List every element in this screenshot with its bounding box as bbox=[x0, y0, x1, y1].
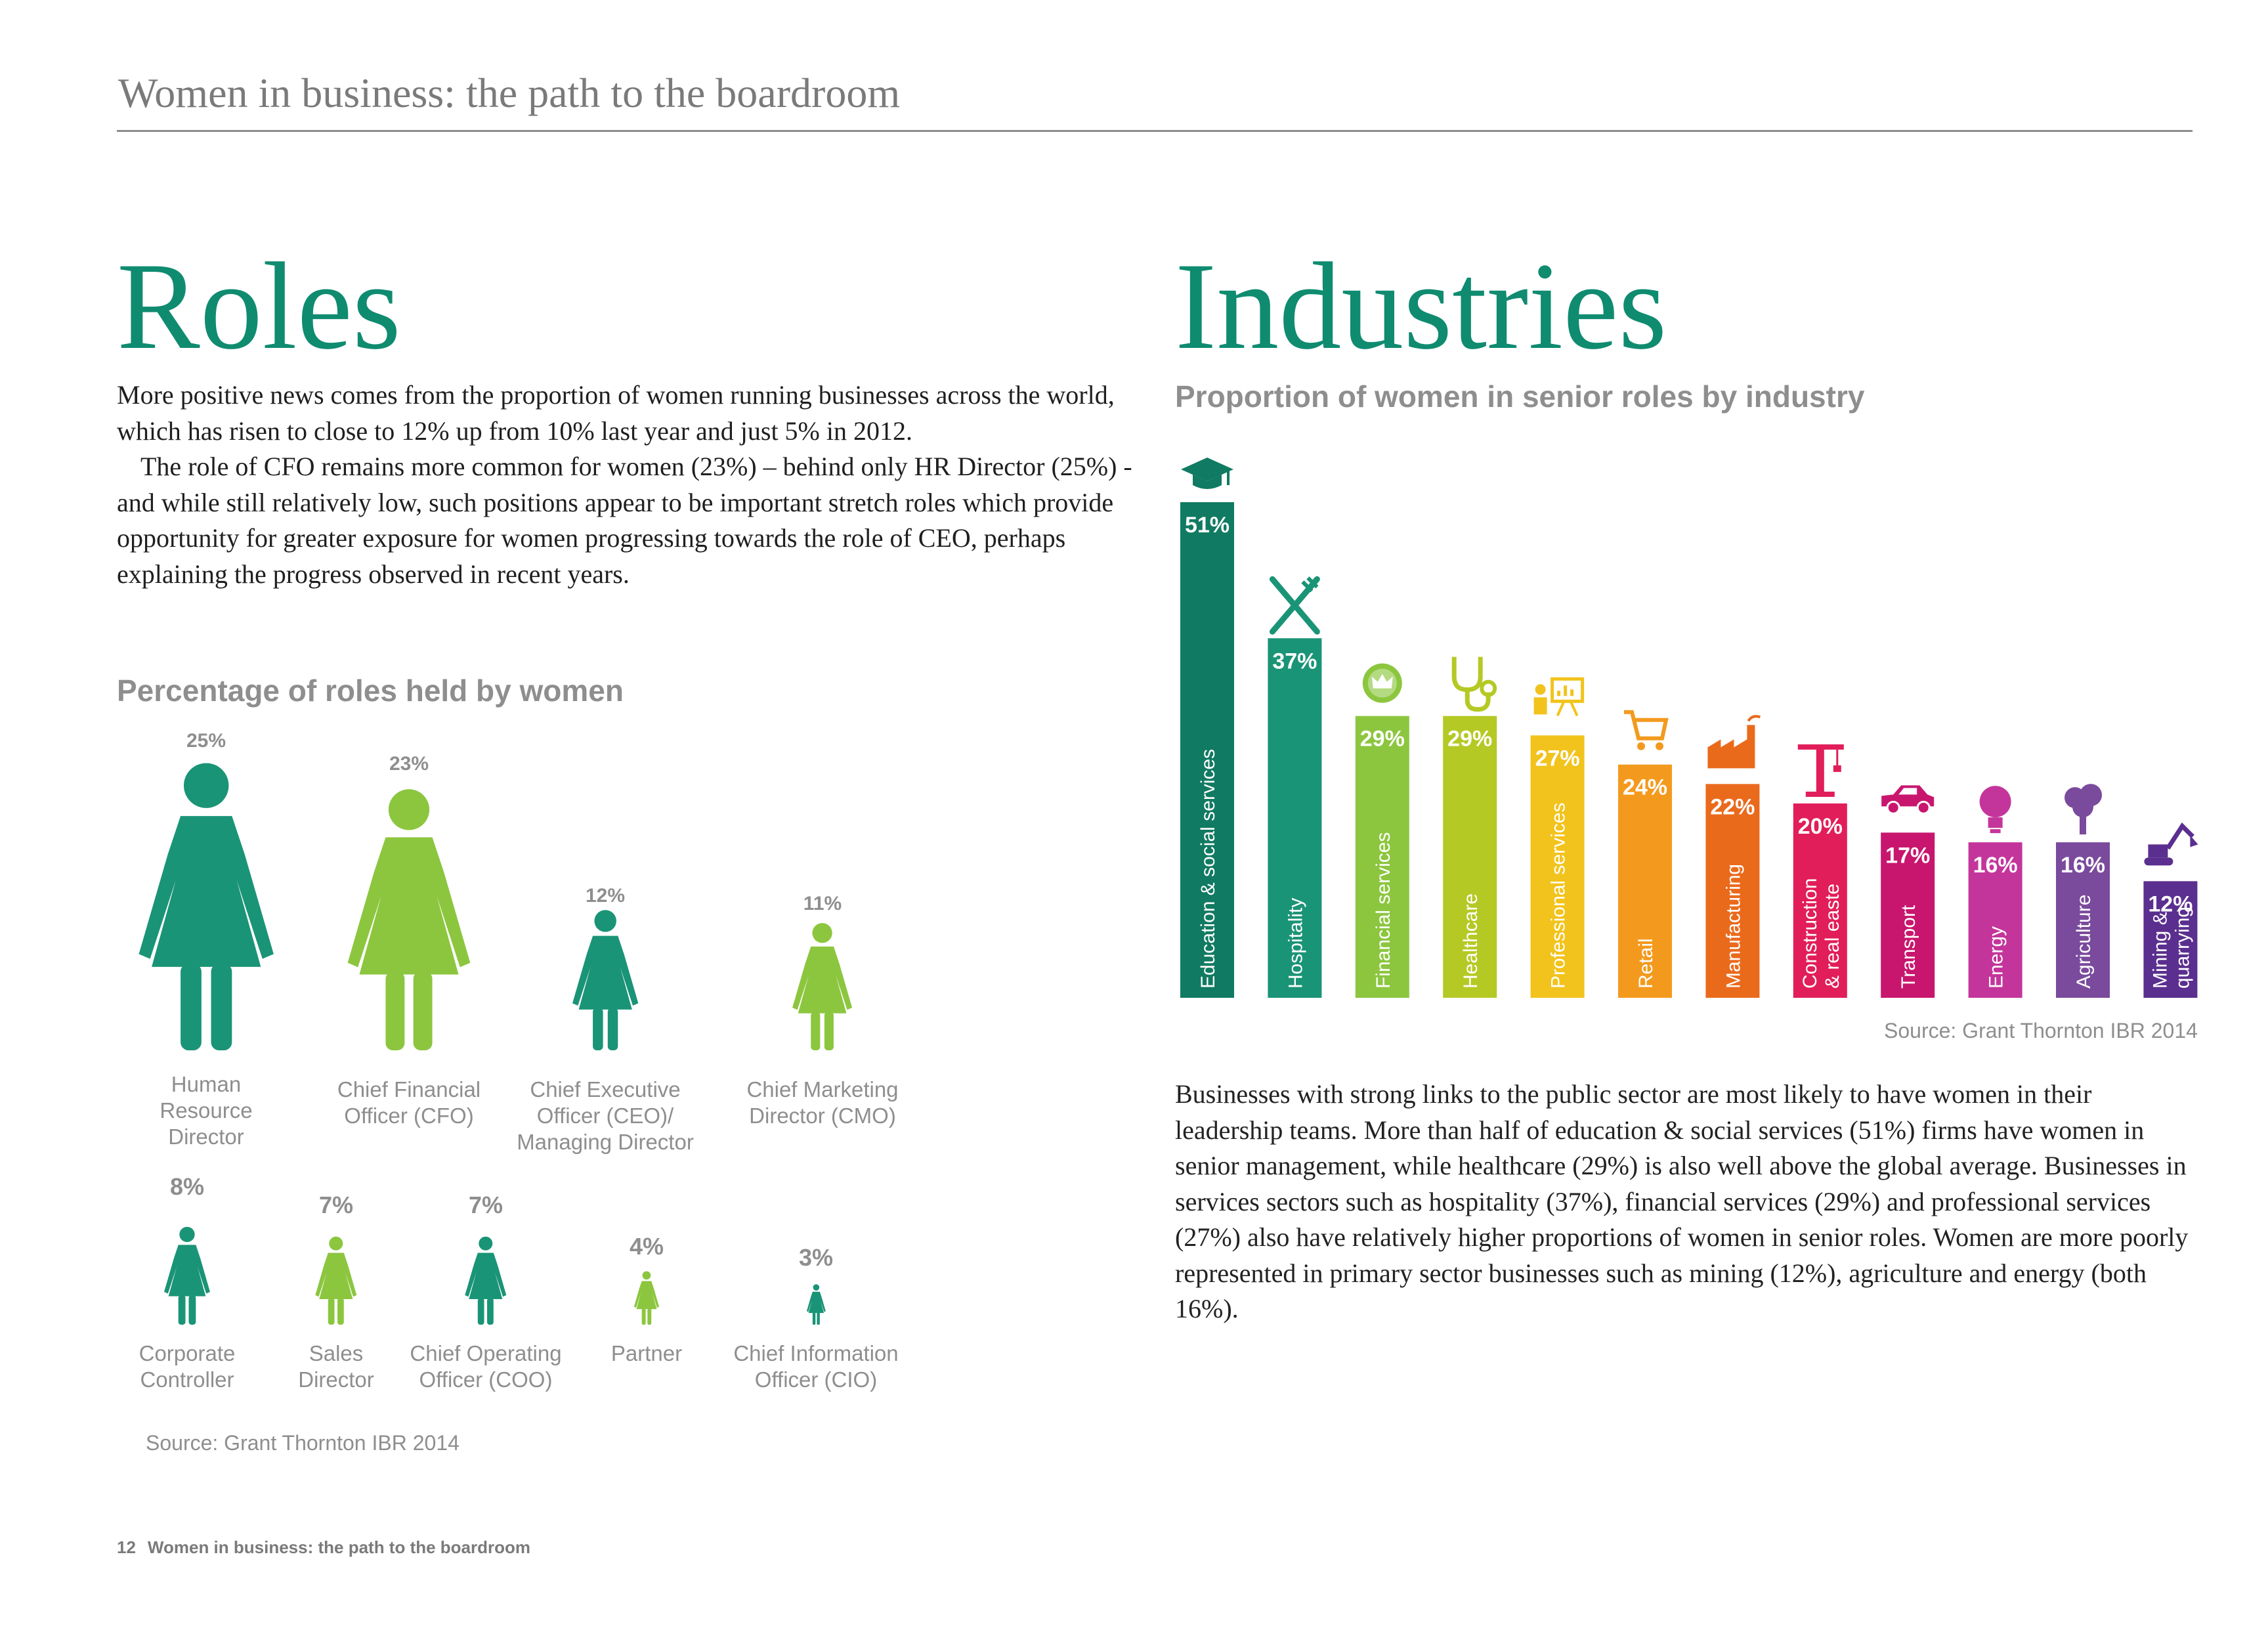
industry-category-label bbox=[1635, 938, 1657, 989]
role-label-line: Chief Operating bbox=[410, 1341, 562, 1365]
role-percentage: 25% bbox=[186, 730, 226, 752]
role-label bbox=[548, 1340, 745, 1367]
role-label-line: Corporate bbox=[139, 1341, 236, 1365]
industry-category-label bbox=[1285, 898, 1306, 989]
industry-category-text: Hospitality bbox=[1285, 897, 1307, 989]
role-label-line: Director bbox=[168, 1125, 244, 1149]
role-label-line: Officer (CEO)/ bbox=[536, 1103, 674, 1128]
role-label-line: Resource bbox=[160, 1098, 253, 1123]
industries-heading: Industries bbox=[1175, 238, 1667, 375]
role-label-line: Human bbox=[171, 1072, 242, 1096]
industries-chart bbox=[1168, 420, 2206, 1011]
industry-value-label: 17% bbox=[1885, 843, 1931, 868]
role-label bbox=[507, 1077, 704, 1155]
industries-source: Source: Grant Thornton IBR 2014 bbox=[1884, 1019, 2198, 1042]
presentation-icon bbox=[1534, 679, 1583, 716]
role-label bbox=[108, 1071, 305, 1150]
woman-figure-icon bbox=[786, 922, 858, 1050]
industry-category-text: Mining & bbox=[2149, 912, 2172, 989]
role-label-line: Managing Director bbox=[517, 1130, 694, 1154]
footer bbox=[117, 1537, 530, 1558]
factory-icon bbox=[1707, 716, 1760, 768]
header-title: Women in business: the path to the boardroom bbox=[118, 70, 901, 116]
role-label-line: Chief Financial bbox=[337, 1077, 481, 1102]
industries-paragraph: Businesses with strong links to the public sector are most likely to have women in their leadership teams. More than half of education & social services (51%) firms have women in senior management, while healthcare (29%) is also well above the global average. Businesses in services sectors such as hospitality (37%), financial services (29%) and professional services (27%) also have relatively higher proportions of women in senior roles. Women are more poorly represented in primary sector businesses such as mining (12%), agriculture and energy (both 16%). bbox=[1175, 1079, 2189, 1323]
role-percentage: 8% bbox=[169, 1173, 205, 1200]
role-label bbox=[724, 1077, 921, 1129]
header-divider bbox=[117, 130, 2193, 132]
industry-category-text: Manufacturing bbox=[1722, 863, 1745, 989]
woman-figure-icon bbox=[566, 909, 645, 1050]
industries-chart-title: Proportion of women in senior roles by industry bbox=[1175, 379, 1865, 414]
role-label-line: Chief Information bbox=[733, 1341, 899, 1365]
page-number: 12 bbox=[117, 1537, 136, 1557]
industry-category-label bbox=[1197, 749, 1219, 989]
industry-category-text: quarrying bbox=[2172, 906, 2194, 989]
industry-value-label: 29% bbox=[1359, 726, 1405, 752]
lightbulb-icon bbox=[1980, 786, 2011, 833]
industry-category-text: Healthcare bbox=[1460, 893, 1482, 989]
industry-value-label: 22% bbox=[1710, 794, 1755, 820]
role-label-line: Director (CMO) bbox=[749, 1103, 896, 1128]
industry-category-label bbox=[1373, 832, 1394, 989]
crane-icon bbox=[1798, 744, 1844, 797]
roles-paragraph bbox=[117, 377, 1154, 592]
stethoscope-icon bbox=[1454, 657, 1495, 710]
roles-paragraph-2: The role of CFO remains more common for women (23%) – behind only HR Director (25%) - and while still relatively low, such positions appear to be important stretch roles which provide opportunity for greater exposure for women progressing towards the role of CEO, perhaps explaining the progress observed in recent years. bbox=[117, 452, 1132, 589]
role-label-line: Sales bbox=[309, 1341, 364, 1365]
industry-category-label bbox=[1460, 893, 1482, 989]
woman-figure-icon bbox=[805, 1284, 828, 1325]
role-label bbox=[310, 1077, 507, 1129]
woman-figure-icon bbox=[461, 1236, 511, 1325]
role-percentage: 23% bbox=[389, 753, 429, 775]
industry-value-label: 24% bbox=[1622, 775, 1668, 800]
crown-coin-icon bbox=[1363, 664, 1402, 703]
car-icon bbox=[1881, 785, 1934, 813]
woman-figure-icon bbox=[335, 788, 482, 1050]
role-label bbox=[717, 1340, 914, 1393]
roles-heading: Roles bbox=[117, 238, 401, 375]
role-percentage: 7% bbox=[468, 1191, 503, 1218]
industry-category-label bbox=[1722, 864, 1744, 989]
woman-figure-icon bbox=[125, 761, 287, 1050]
industry-value-label: 29% bbox=[1447, 726, 1493, 752]
roles-source: Source: Grant Thornton IBR 2014 bbox=[146, 1431, 460, 1455]
role-percentage: 12% bbox=[585, 885, 626, 907]
role-label-line: Chief Executive bbox=[530, 1077, 681, 1102]
industry-category-text: Agriculture bbox=[2073, 894, 2095, 989]
industry-category-text: Retail bbox=[1635, 938, 1657, 989]
tree-icon bbox=[2065, 784, 2102, 834]
role-label-line: Partner bbox=[610, 1341, 683, 1365]
industry-value-label: 12% bbox=[2148, 891, 2193, 917]
industry-value-label: 20% bbox=[1797, 813, 1843, 839]
industry-value-label: 37% bbox=[1272, 649, 1317, 674]
role-label-line: Director bbox=[298, 1367, 374, 1392]
role-label-line: Controller bbox=[140, 1367, 234, 1392]
role-label-line: Chief Marketing bbox=[746, 1077, 899, 1102]
role-percentage: 3% bbox=[798, 1244, 834, 1271]
industry-category-text: Professional services bbox=[1547, 802, 1570, 989]
roles-chart-title: Percentage of roles held by women bbox=[117, 674, 624, 708]
industry-category-text: Construction bbox=[1799, 878, 1821, 989]
industry-value-label: 51% bbox=[1184, 513, 1230, 538]
footer-text: Women in business: the path to the boardroom bbox=[147, 1537, 531, 1557]
woman-figure-icon bbox=[160, 1226, 215, 1325]
industry-category-text: Education & social services bbox=[1197, 748, 1219, 989]
shopping-cart-icon bbox=[1624, 712, 1666, 750]
fork-knife-icon bbox=[1272, 578, 1317, 632]
role-percentage: 4% bbox=[629, 1233, 664, 1260]
industry-category-text: Energy bbox=[1985, 926, 2007, 989]
industry-value-label: 16% bbox=[1973, 853, 2018, 878]
role-percentage: 11% bbox=[803, 893, 842, 914]
industry-category-text: Financial services bbox=[1372, 832, 1394, 989]
industry-category-label bbox=[2073, 895, 2095, 989]
role-label-line: Officer (CFO) bbox=[344, 1103, 474, 1128]
industry-category-label bbox=[2149, 907, 2193, 989]
industry-value-label: 27% bbox=[1535, 746, 1580, 771]
industry-category-label bbox=[1548, 803, 1570, 989]
woman-figure-icon bbox=[631, 1271, 662, 1325]
industry-category-label bbox=[1898, 905, 1919, 989]
roles-paragraph-1: More positive news comes from the proportion of women running businesses across the world, which has risen to close to 12% up from 10% last year and just 5% in 2012. bbox=[117, 380, 1115, 446]
industry-value-label: 16% bbox=[2060, 853, 2106, 878]
excavator-icon bbox=[2144, 826, 2198, 865]
role-label-line: Officer (COO) bbox=[419, 1367, 553, 1392]
woman-figure-icon bbox=[311, 1236, 361, 1325]
graduation-cap-icon bbox=[1181, 458, 1233, 489]
industry-category-label bbox=[1986, 926, 2007, 989]
role-label-line: Officer (CIO) bbox=[754, 1367, 878, 1392]
industry-category-label bbox=[1799, 878, 1843, 989]
industry-category-text: Transport bbox=[1898, 905, 1920, 989]
industry-category-text: & real easte bbox=[1821, 883, 1843, 989]
role-percentage: 7% bbox=[318, 1191, 354, 1218]
